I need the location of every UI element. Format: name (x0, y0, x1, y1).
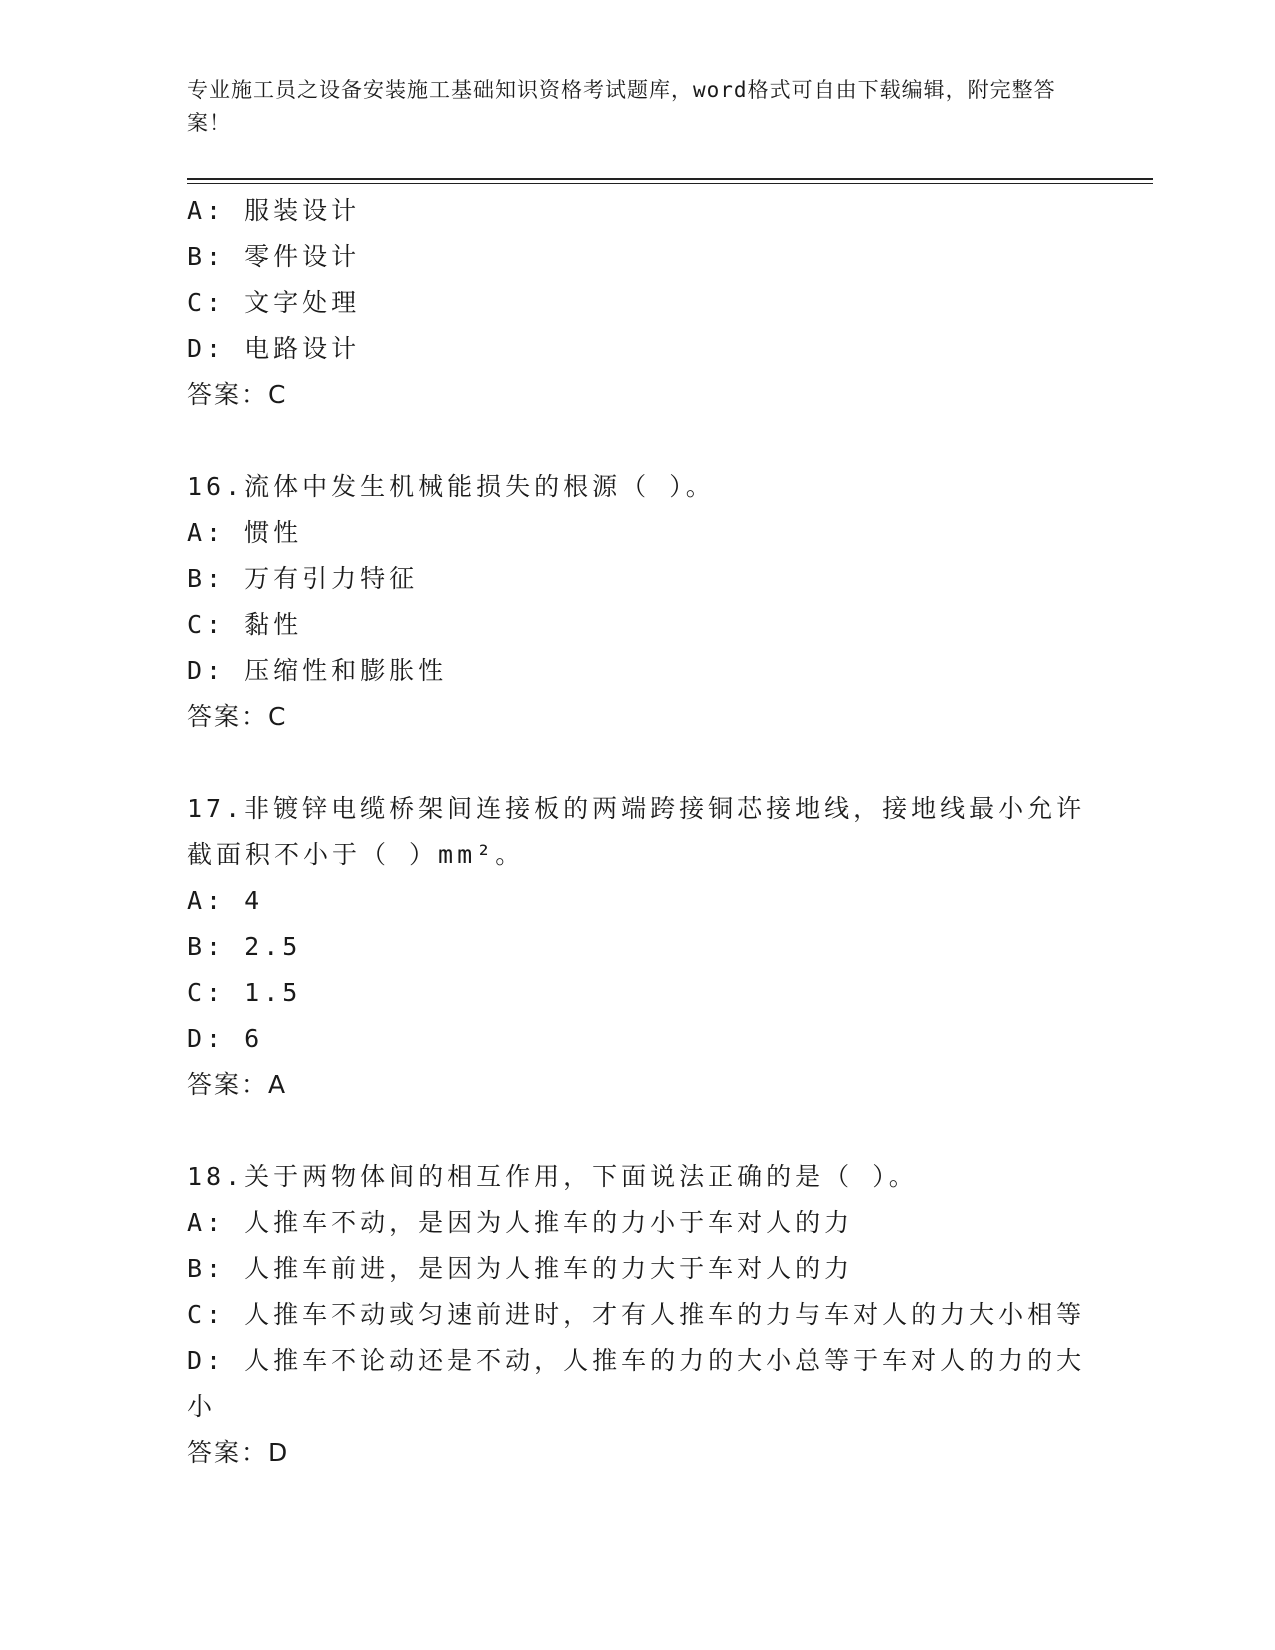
spacer (187, 740, 1087, 786)
spacer (187, 418, 1087, 464)
option-a: A: 惯性 (187, 518, 303, 547)
question-title: 18.关于两物体间的相互作用，下面说法正确的是（ ）。 (187, 1162, 918, 1191)
header-divider (187, 178, 1153, 180)
option-d: D: 电路设计 (187, 334, 361, 363)
option-c: C: 人推车不动或匀速前进时，才有人推车的力与车对人的力大小相等 (187, 1300, 1086, 1329)
option-c: C: 文字处理 (187, 288, 361, 317)
answer: 答案：C (187, 702, 288, 731)
option-b: B: 人推车前进，是因为人推车的力大于车对人的力 (187, 1254, 854, 1283)
option-b: B: 2.5 (187, 932, 302, 961)
option-d-continued: 小 (187, 1392, 217, 1421)
question-title: 17.非镀锌电缆桥架间连接板的两端跨接铜芯接地线，接地线最小允许 (187, 794, 1086, 823)
option-b: B: 万有引力特征 (187, 564, 419, 593)
question-block-16 (187, 464, 1087, 740)
option-d: D: 人推车不论动还是不动，人推车的力的大小总等于车对人的力的大 (187, 1346, 1086, 1375)
question-block-18 (187, 1154, 1087, 1476)
question-block-17 (187, 786, 1087, 1108)
option-a: A: 人推车不动，是因为人推车的力小于车对人的力 (187, 1208, 854, 1237)
option-c: C: 黏性 (187, 610, 303, 639)
option-c: C: 1.5 (187, 978, 302, 1007)
answer: 答案：A (187, 1070, 288, 1099)
spacer (187, 1108, 1087, 1154)
header-divider-thin (187, 183, 1153, 184)
question-list (187, 188, 1087, 1476)
option-d: D: 压缩性和膨胀性 (187, 656, 448, 685)
answer: 答案：C (187, 380, 288, 409)
question-title-continued: 截面积不小于（ ）mm²。 (187, 840, 525, 869)
option-d: D: 6 (187, 1024, 264, 1053)
document-header: 专业施工员之设备安装施工基础知识资格考试题库，word格式可自由下载编辑，附完整答案！ (187, 78, 1056, 135)
question-title: 16.流体中发生机械能损失的根源（ ）。 (187, 472, 715, 501)
option-b: B: 零件设计 (187, 242, 361, 271)
option-a: A: 4 (187, 886, 264, 915)
question-block-15 (187, 188, 1087, 418)
option-a: A: 服装设计 (187, 196, 361, 225)
answer: 答案：D (187, 1438, 290, 1467)
